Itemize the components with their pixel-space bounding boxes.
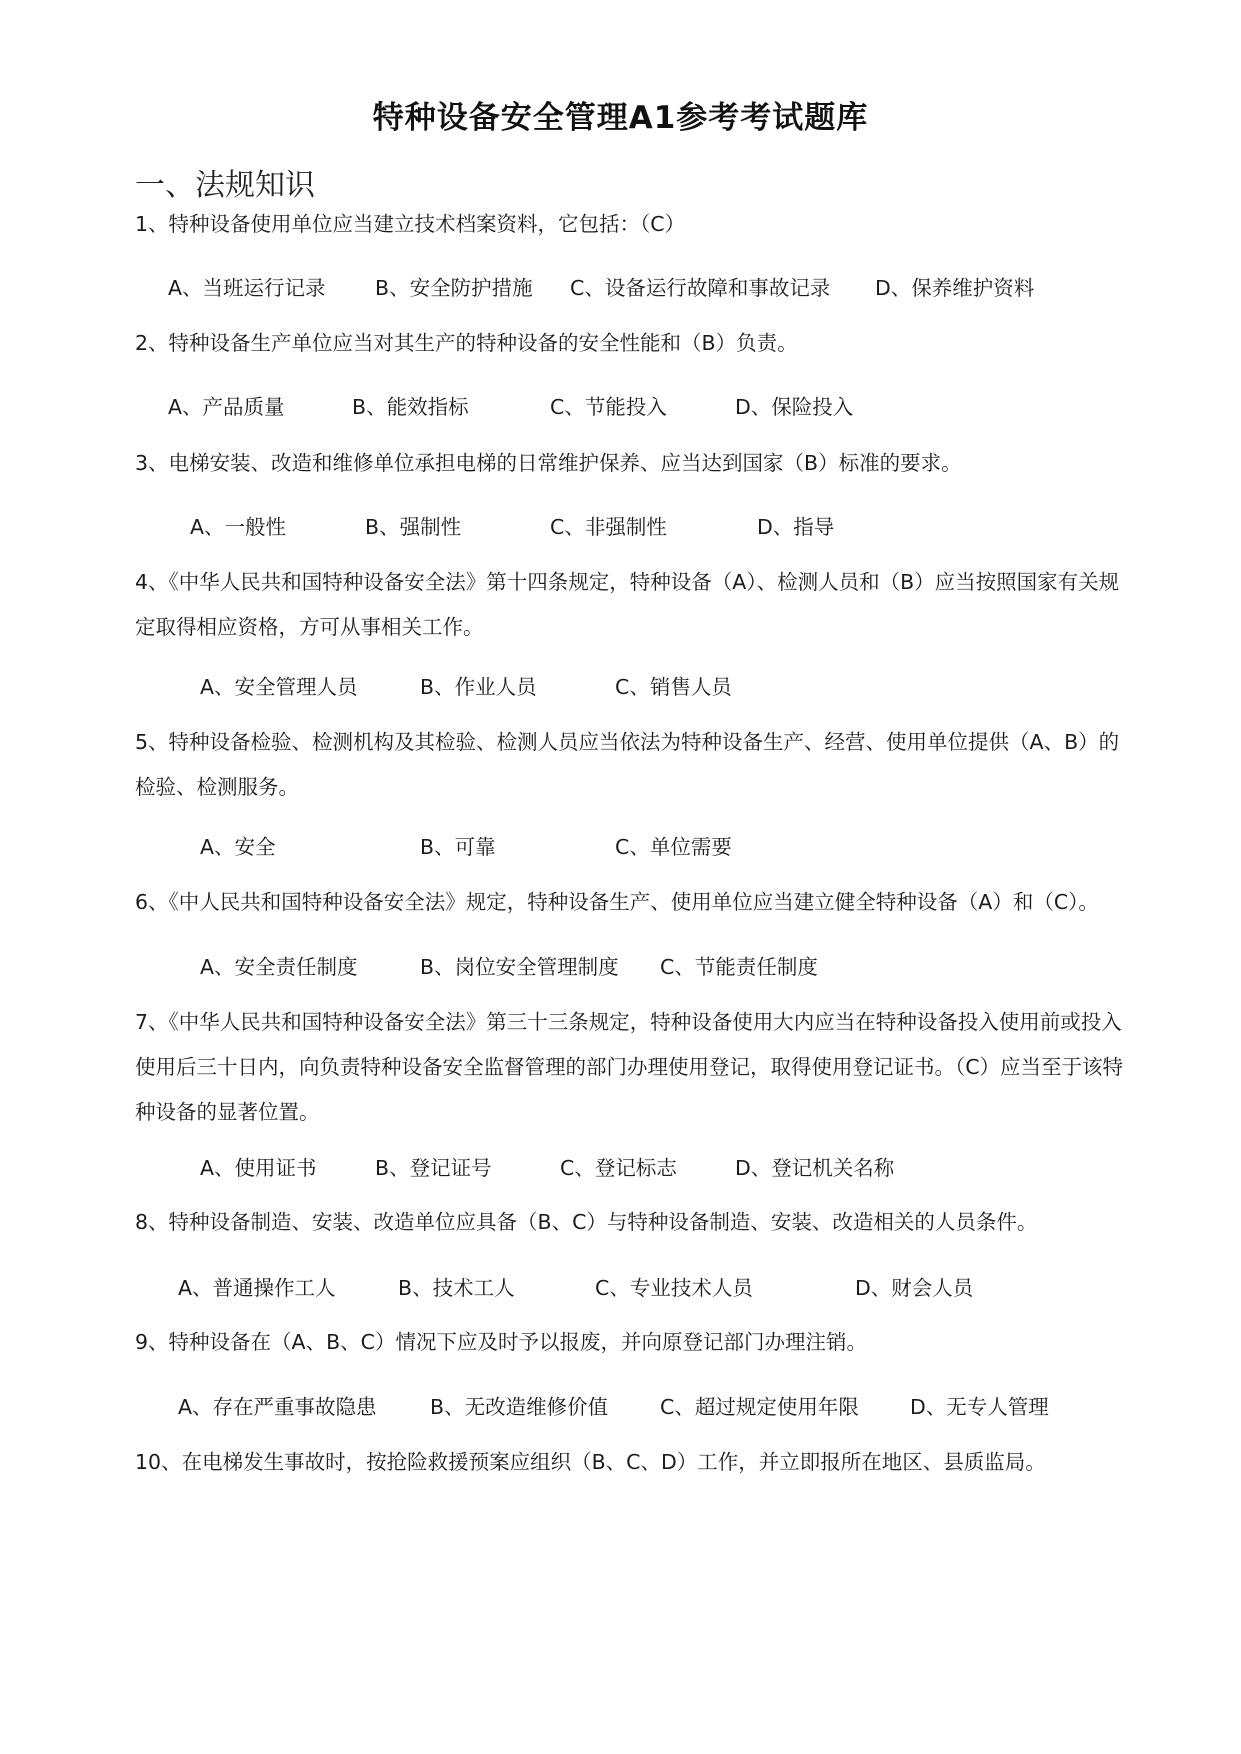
option-8a: A、普通操作工人: [178, 1276, 336, 1300]
option-3c: C、非强制性: [550, 515, 667, 539]
option-5a: A、安全: [200, 835, 276, 859]
question-3: 3、电梯安装、改造和维修单位承担电梯的日常维护保养、应当达到国家（B）标准的要求。: [135, 451, 962, 475]
section-heading: 一、法规知识: [135, 168, 315, 203]
option-7d: D、登记机关名称: [735, 1156, 895, 1180]
option-9a: A、存在严重事故隐患: [178, 1395, 377, 1419]
option-5c: C、单位需要: [615, 835, 732, 859]
option-2c: C、节能投入: [550, 395, 667, 419]
question-8: 8、特种设备制造、安装、改造单位应具备（B、C）与特种设备制造、安装、改造相关的人员条件。: [135, 1210, 1038, 1234]
option-8c: C、专业技术人员: [595, 1276, 753, 1300]
question-2: 2、特种设备生产单位应当对其生产的特种设备的安全性能和（B）负责。: [135, 331, 798, 355]
option-6c: C、节能责任制度: [660, 955, 818, 979]
option-3d: D、指导: [757, 515, 835, 539]
question-5: 5、特种设备检验、检测机构及其检验、检测人员应当依法为特种设备生产、经营、使用单位提供（A、B）的检验、检测服务。: [135, 730, 1120, 799]
document-title: 特种设备安全管理A1参考考试题库: [372, 100, 869, 136]
option-2a: A、产品质量: [168, 395, 285, 419]
option-7c: C、登记标志: [560, 1156, 677, 1180]
question-9: 9、特种设备在（A、B、C）情况下应及时予以报废，并向原登记部门办理注销。: [135, 1330, 867, 1354]
option-8d: D、财会人员: [855, 1276, 974, 1300]
option-9b: B、无改造维修价值: [430, 1395, 609, 1419]
option-3b: B、强制性: [365, 515, 462, 539]
option-6a: A、安全责任制度: [200, 955, 358, 979]
option-9d: D、无专人管理: [910, 1395, 1049, 1419]
option-3a: A、一般性: [190, 515, 287, 539]
question-7: 7、《中华人民共和国特种设备安全法》第三十三条规定，特种设备使用大内应当在特种设备投入使用前或投入使用后三十日内，向负责特种设备安全监督管理的部门办理使用登记，取得使用登记证书。（C）应当至于该特种设备的显著位置。: [135, 1010, 1124, 1124]
option-5b: B、可靠: [420, 835, 496, 859]
option-9c: C、超过规定使用年限: [660, 1395, 859, 1419]
option-8b: B、技术工人: [398, 1276, 515, 1300]
option-4a: A、安全管理人员: [200, 675, 358, 699]
option-4b: B、作业人员: [420, 675, 537, 699]
option-7b: B、登记证号: [375, 1156, 492, 1180]
option-2d: D、保险投入: [735, 395, 854, 419]
question-6: 6、《中人民共和国特种设备安全法》规定，特种设备生产、使用单位应当建立健全特种设备（A）和（C）。: [135, 890, 1099, 914]
question-10: 10、在电梯发生事故时，按抢险救援预案应组织（B、C、D）工作，并立即报所在地区、县质监局。: [135, 1450, 1046, 1474]
question-4: 4、《中华人民共和国特种设备安全法》第十四条规定，特种设备（A）、检测人员和（B）应当按照国家有关规定取得相应资格，方可从事相关工作。: [135, 570, 1120, 639]
question-1: 1、特种设备使用单位应当建立技术档案资料，它包括：（C）: [135, 212, 686, 236]
option-1b: B、安全防护措施: [375, 276, 533, 300]
option-1c: C、设备运行故障和事故记录: [570, 276, 831, 300]
option-6b: B、岗位安全管理制度: [420, 955, 619, 979]
option-1d: D、保养维护资料: [875, 276, 1035, 300]
option-2b: B、能效指标: [352, 395, 469, 419]
option-4c: C、销售人员: [615, 675, 732, 699]
option-7a: A、使用证书: [200, 1156, 317, 1180]
option-1a: A、当班运行记录: [168, 276, 326, 300]
